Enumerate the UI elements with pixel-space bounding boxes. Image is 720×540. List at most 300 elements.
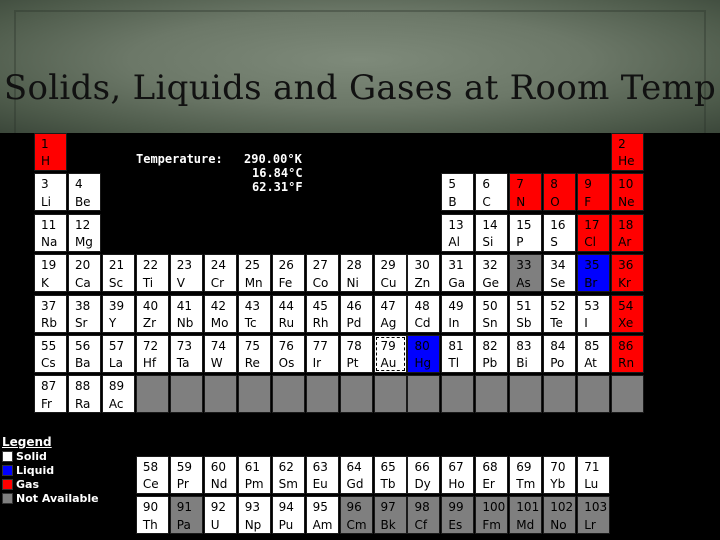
atomic-number: 31 <box>448 258 464 273</box>
element-symbol: Al <box>448 235 460 250</box>
element-symbol: Tc <box>244 315 257 330</box>
element-u[interactable] <box>204 496 237 534</box>
atomic-number: 84 <box>550 339 566 353</box>
element-yb[interactable] <box>543 456 576 494</box>
element-symbol: S <box>550 235 558 250</box>
element-sn[interactable] <box>475 295 508 333</box>
atomic-number: 53 <box>584 298 600 313</box>
element-bk[interactable] <box>374 496 407 534</box>
atomic-number: 101 <box>516 500 540 515</box>
atomic-number: 38 <box>74 298 91 313</box>
element-ca[interactable] <box>68 254 101 292</box>
element-nd[interactable] <box>204 456 237 494</box>
element-symbol: Cm <box>346 517 367 532</box>
element-pd[interactable] <box>340 295 373 333</box>
atomic-number: 21 <box>108 258 125 273</box>
element-xe[interactable] <box>611 295 644 333</box>
element-p[interactable] <box>509 214 542 252</box>
atomic-number: 92 <box>210 500 227 515</box>
atomic-number: 85 <box>584 339 600 353</box>
element-sr[interactable] <box>68 295 101 333</box>
element-symbol: C <box>482 194 491 209</box>
atomic-number: 54 <box>618 298 634 313</box>
element-symbol: B <box>448 194 457 209</box>
element-symbol: Bi <box>516 356 528 371</box>
element-symbol: Nb <box>176 315 194 330</box>
element-zr[interactable] <box>136 295 169 333</box>
element-cd[interactable] <box>407 295 440 333</box>
element-kr[interactable] <box>611 254 644 292</box>
element-ag[interactable] <box>374 295 407 333</box>
element-symbol: Mn <box>244 275 263 290</box>
empty-cell <box>306 375 339 413</box>
element-np[interactable] <box>238 496 271 534</box>
element-cr[interactable] <box>204 254 237 292</box>
element-w[interactable] <box>204 335 237 373</box>
element-symbol: Tm <box>516 477 536 492</box>
element-hg[interactable] <box>407 335 440 373</box>
element-ta[interactable] <box>170 335 203 373</box>
legend-item-gas <box>2 477 99 491</box>
element-symbol: Nd <box>210 477 228 492</box>
element-ce[interactable] <box>136 456 169 494</box>
empty-cell <box>475 375 508 413</box>
element-be[interactable] <box>68 173 101 211</box>
atomic-number: 59 <box>176 460 193 474</box>
atomic-number: 55 <box>41 339 57 353</box>
solid-swatch <box>2 451 13 462</box>
element-tc[interactable] <box>238 295 271 333</box>
element-symbol: Co <box>312 275 329 290</box>
atomic-number: 22 <box>142 258 159 273</box>
element-symbol: Rh <box>312 315 329 330</box>
element-o[interactable] <box>543 173 576 211</box>
element-na[interactable] <box>34 214 67 252</box>
element-symbol: Na <box>41 235 58 250</box>
element-er[interactable] <box>475 456 508 494</box>
element-symbol: Am <box>312 517 333 532</box>
element-lu[interactable] <box>577 456 610 494</box>
empty-cell <box>407 375 440 413</box>
element-symbol: Pd <box>346 315 362 330</box>
element-symbol: Sn <box>482 315 498 330</box>
element-zn[interactable] <box>407 254 440 292</box>
element-symbol: Ga <box>448 275 466 290</box>
element-symbol: Sc <box>108 275 124 290</box>
element-co[interactable] <box>306 254 339 292</box>
element-symbol: Po <box>550 356 565 371</box>
atomic-number: 87 <box>41 379 57 394</box>
element-sb[interactable] <box>509 295 542 333</box>
element-mn[interactable] <box>238 254 271 292</box>
element-symbol: W <box>210 356 223 371</box>
atomic-number: 41 <box>176 298 193 313</box>
element-au[interactable] <box>374 335 407 373</box>
atomic-number: 52 <box>550 298 566 313</box>
element-symbol: Bk <box>380 517 396 532</box>
atomic-number: 79 <box>380 339 396 353</box>
atomic-number: 58 <box>142 460 159 474</box>
element-symbol: Tl <box>448 356 460 371</box>
element-symbol: Ac <box>108 396 124 411</box>
empty-cell <box>543 375 576 413</box>
element-cu[interactable] <box>374 254 407 292</box>
empty-cell <box>238 375 271 413</box>
empty-cell <box>374 375 407 413</box>
atomic-number: 63 <box>312 460 328 474</box>
atomic-number: 7 <box>516 177 524 192</box>
element-pr[interactable] <box>170 456 203 494</box>
atomic-number: 91 <box>176 500 193 515</box>
atomic-number: 56 <box>74 339 91 353</box>
atomic-number: 11 <box>41 217 57 232</box>
liquid-swatch <box>2 465 13 476</box>
element-hf[interactable] <box>136 335 169 373</box>
element-symbol: Eu <box>312 477 328 492</box>
legend <box>2 435 99 505</box>
element-la[interactable] <box>102 335 135 373</box>
not-available-swatch <box>2 493 13 504</box>
title-banner <box>0 0 720 133</box>
element-symbol: Hg <box>414 356 432 371</box>
element-sm[interactable] <box>272 456 305 494</box>
element-symbol: Zn <box>414 275 431 290</box>
element-ni[interactable] <box>340 254 373 292</box>
element-in[interactable] <box>441 295 474 333</box>
element-i[interactable] <box>577 295 610 333</box>
atomic-number: 6 <box>482 177 490 192</box>
atomic-number: 18 <box>618 217 634 232</box>
empty-cell <box>170 375 203 413</box>
element-symbol: Gd <box>346 477 364 492</box>
legend-item-not-available <box>2 491 99 505</box>
element-symbol: Yb <box>550 477 566 492</box>
element-pb[interactable] <box>475 335 508 373</box>
element-symbol: Fr <box>41 396 52 411</box>
atomic-number: 96 <box>346 500 362 515</box>
element-symbol: La <box>108 356 123 371</box>
atomic-number: 66 <box>414 460 430 474</box>
element-symbol: Li <box>41 194 52 209</box>
element-symbol: Os <box>278 356 295 371</box>
element-ir[interactable] <box>306 335 339 373</box>
element-symbol: H <box>41 154 51 169</box>
element-symbol: Ba <box>74 356 91 371</box>
element-pt[interactable] <box>340 335 373 373</box>
atomic-number: 13 <box>448 217 464 232</box>
element-md[interactable] <box>509 496 542 534</box>
element-he[interactable] <box>611 133 644 171</box>
element-rb[interactable] <box>34 295 67 333</box>
atomic-number: 65 <box>380 460 396 474</box>
element-cs[interactable] <box>34 335 67 373</box>
atomic-number: 34 <box>550 258 566 273</box>
atomic-number: 29 <box>380 258 396 273</box>
atomic-number: 28 <box>346 258 362 273</box>
legend-label-gas: Gas <box>16 477 39 491</box>
atomic-number: 83 <box>516 339 532 353</box>
element-fr[interactable] <box>34 375 67 413</box>
atomic-number: 81 <box>448 339 464 353</box>
element-symbol: N <box>516 194 526 209</box>
atomic-number: 46 <box>346 298 362 313</box>
element-ra[interactable] <box>68 375 101 413</box>
atomic-number: 19 <box>41 258 57 273</box>
element-symbol: Se <box>550 275 566 290</box>
element-symbol: Ru <box>278 315 295 330</box>
element-symbol: He <box>618 154 635 169</box>
element-symbol: In <box>448 315 460 330</box>
element-cl[interactable] <box>577 214 610 252</box>
atomic-number: 33 <box>516 258 532 273</box>
element-bi[interactable] <box>509 335 542 373</box>
element-symbol: U <box>210 517 220 532</box>
atomic-number: 61 <box>244 460 260 474</box>
atomic-number: 16 <box>550 217 566 232</box>
element-symbol: Pa <box>176 517 191 532</box>
empty-cell <box>509 375 542 413</box>
atomic-number: 10 <box>618 177 634 192</box>
element-cf[interactable] <box>407 496 440 534</box>
atomic-number: 15 <box>516 217 532 232</box>
element-symbol: Te <box>550 315 563 330</box>
element-nb[interactable] <box>170 295 203 333</box>
element-th[interactable] <box>136 496 169 534</box>
element-lr[interactable] <box>577 496 610 534</box>
element-at[interactable] <box>577 335 610 373</box>
element-symbol: Pu <box>278 517 294 532</box>
legend-label-liquid: Liquid <box>16 463 55 477</box>
element-dy[interactable] <box>407 456 440 494</box>
element-symbol: Pb <box>482 356 498 371</box>
element-os[interactable] <box>272 335 305 373</box>
atomic-number: 49 <box>448 298 464 313</box>
atomic-number: 47 <box>380 298 396 313</box>
atomic-number: 102 <box>550 500 574 515</box>
element-symbol: O <box>550 194 560 209</box>
element-symbol: Fm <box>482 517 501 532</box>
atomic-number: 74 <box>210 339 227 353</box>
element-tl[interactable] <box>441 335 474 373</box>
element-eu[interactable] <box>306 456 339 494</box>
element-symbol: Zr <box>142 315 156 330</box>
atomic-number: 35 <box>584 258 600 273</box>
element-f[interactable] <box>577 173 610 211</box>
element-symbol: Es <box>448 517 463 532</box>
legend-label-solid: Solid <box>16 449 47 463</box>
atomic-number: 60 <box>210 460 227 474</box>
atomic-number: 73 <box>176 339 193 353</box>
element-symbol: Tb <box>380 477 396 492</box>
atomic-number: 100 <box>482 500 506 515</box>
atomic-number: 88 <box>74 379 91 394</box>
atomic-number: 42 <box>210 298 227 313</box>
atomic-number: 89 <box>108 379 125 394</box>
atomic-number: 99 <box>448 500 464 515</box>
element-fe[interactable] <box>272 254 305 292</box>
atomic-number: 95 <box>312 500 328 515</box>
element-symbol: Ce <box>142 477 159 492</box>
element-ge[interactable] <box>475 254 508 292</box>
atomic-number: 17 <box>584 217 600 232</box>
legend-label-not-available: Not Available <box>16 491 99 505</box>
element-symbol: Cs <box>41 356 56 371</box>
element-symbol: Hf <box>142 356 157 371</box>
atomic-number: 25 <box>244 258 260 273</box>
element-symbol: Rn <box>618 356 635 371</box>
element-symbol: Ag <box>380 315 397 330</box>
element-symbol: At <box>584 356 597 371</box>
element-symbol: Lu <box>584 477 599 492</box>
empty-cell <box>340 375 373 413</box>
atomic-number: 1 <box>41 137 49 151</box>
element-symbol: Mo <box>210 315 229 330</box>
atomic-number: 14 <box>482 217 498 232</box>
legend-item-liquid <box>2 463 99 477</box>
element-symbol: Xe <box>618 315 634 330</box>
element-y[interactable] <box>102 295 135 333</box>
empty-cell <box>577 375 610 413</box>
element-symbol: Sr <box>74 315 88 330</box>
element-symbol: Sb <box>516 315 532 330</box>
element-symbol: Sm <box>278 477 298 492</box>
element-rh[interactable] <box>306 295 339 333</box>
atomic-number: 48 <box>414 298 430 313</box>
element-sc[interactable] <box>102 254 135 292</box>
atomic-number: 39 <box>108 298 125 313</box>
element-symbol: P <box>516 235 524 250</box>
element-pu[interactable] <box>272 496 305 534</box>
temperature-fahrenheit: 62.31°F <box>252 180 303 194</box>
element-gd[interactable] <box>340 456 373 494</box>
element-symbol: Au <box>380 356 397 371</box>
element-symbol: Md <box>516 517 535 532</box>
element-fm[interactable] <box>475 496 508 534</box>
element-cm[interactable] <box>340 496 373 534</box>
atomic-number: 40 <box>142 298 159 313</box>
element-symbol: Ge <box>482 275 500 290</box>
element-ba[interactable] <box>68 335 101 373</box>
empty-cell <box>441 375 474 413</box>
element-es[interactable] <box>441 496 474 534</box>
atomic-number: 27 <box>312 258 328 273</box>
atomic-number: 5 <box>448 177 457 192</box>
element-po[interactable] <box>543 335 576 373</box>
atomic-number: 2 <box>618 137 626 151</box>
element-pa[interactable] <box>170 496 203 534</box>
element-n[interactable] <box>509 173 542 211</box>
element-ru[interactable] <box>272 295 305 333</box>
atomic-number: 68 <box>482 460 498 474</box>
element-symbol: Cr <box>210 275 225 290</box>
empty-cell <box>204 375 237 413</box>
atomic-number: 12 <box>74 217 91 232</box>
element-ne[interactable] <box>611 173 644 211</box>
atomic-number: 97 <box>380 500 396 515</box>
element-symbol: Y <box>108 315 117 330</box>
element-mg[interactable] <box>68 214 101 252</box>
atomic-number: 45 <box>312 298 328 313</box>
element-br[interactable] <box>577 254 610 292</box>
element-ga[interactable] <box>441 254 474 292</box>
element-ac[interactable] <box>102 375 135 413</box>
temperature-celsius: 16.84°C <box>252 166 303 180</box>
element-symbol: I <box>584 315 588 330</box>
atomic-number: 77 <box>312 339 328 353</box>
element-ar[interactable] <box>611 214 644 252</box>
element-s[interactable] <box>543 214 576 252</box>
element-tb[interactable] <box>374 456 407 494</box>
element-ti[interactable] <box>136 254 169 292</box>
element-te[interactable] <box>543 295 576 333</box>
element-al[interactable] <box>441 214 474 252</box>
element-li[interactable] <box>34 173 67 211</box>
element-b[interactable] <box>441 173 474 211</box>
element-symbol: Be <box>74 194 91 209</box>
element-k[interactable] <box>34 254 67 292</box>
element-symbol: Pt <box>346 356 359 371</box>
element-c[interactable] <box>475 173 508 211</box>
element-mo[interactable] <box>204 295 237 333</box>
element-symbol: Ra <box>74 396 91 411</box>
atomic-number: 90 <box>142 500 159 515</box>
element-symbol: Ni <box>346 275 359 290</box>
element-symbol: As <box>516 275 531 290</box>
element-no[interactable] <box>543 496 576 534</box>
atomic-number: 32 <box>482 258 498 273</box>
element-as[interactable] <box>509 254 542 292</box>
atomic-number: 75 <box>244 339 260 353</box>
element-symbol: Ne <box>618 194 635 209</box>
atomic-number: 57 <box>108 339 125 353</box>
element-symbol: Pm <box>244 477 264 492</box>
atomic-number: 82 <box>482 339 498 353</box>
atomic-number: 37 <box>41 298 57 313</box>
element-ho[interactable] <box>441 456 474 494</box>
page-title: Solids, Liquids and Gases at Room Temp <box>3 68 717 108</box>
legend-heading: Legend <box>2 435 52 449</box>
element-symbol: Mg <box>74 235 93 250</box>
atomic-number: 70 <box>550 460 566 474</box>
element-symbol: Ho <box>448 477 465 492</box>
atomic-number: 103 <box>584 500 608 515</box>
element-symbol: V <box>176 275 186 290</box>
element-se[interactable] <box>543 254 576 292</box>
element-si[interactable] <box>475 214 508 252</box>
element-pm[interactable] <box>238 456 271 494</box>
element-symbol: Re <box>244 356 260 371</box>
element-tm[interactable] <box>509 456 542 494</box>
element-rn[interactable] <box>611 335 644 373</box>
element-symbol: Ar <box>618 235 632 250</box>
atomic-number: 93 <box>244 500 260 515</box>
element-symbol: Ti <box>142 275 154 290</box>
atomic-number: 8 <box>550 177 558 192</box>
element-symbol: Cf <box>414 517 428 532</box>
atomic-number: 78 <box>346 339 362 353</box>
element-symbol: Cl <box>584 235 596 250</box>
atomic-number: 98 <box>414 500 430 515</box>
element-am[interactable] <box>306 496 339 534</box>
element-symbol: Kr <box>618 275 631 290</box>
element-v[interactable] <box>170 254 203 292</box>
element-h[interactable] <box>34 133 67 171</box>
atomic-number: 24 <box>210 258 227 273</box>
atomic-number: 30 <box>414 258 430 273</box>
element-re[interactable] <box>238 335 271 373</box>
atomic-number: 4 <box>74 177 83 192</box>
atomic-number: 86 <box>618 339 634 353</box>
